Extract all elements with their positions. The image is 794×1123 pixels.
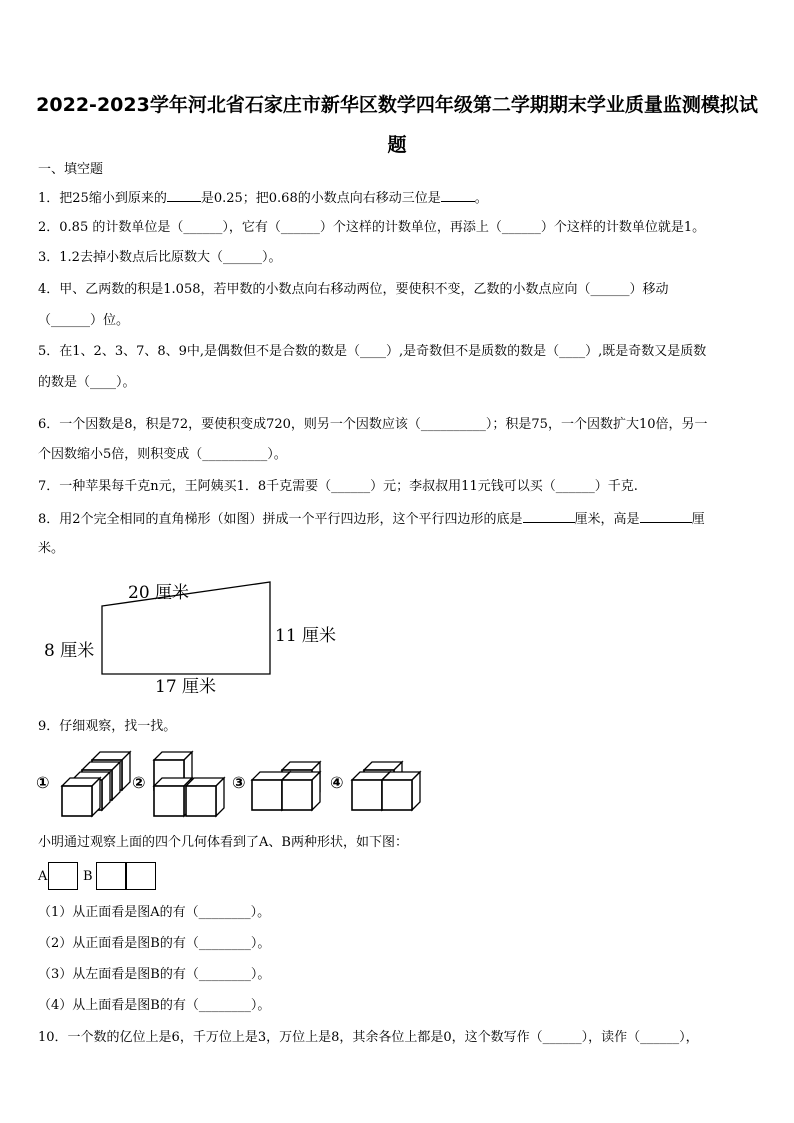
question-2: 2．0.85 的计数单位是（______），它有（______）个这样的计数单位，再添上（______）个这样的计数单位就是1。 <box>38 220 706 235</box>
question-6-line2: 个因数缩小5倍，则积变成（__________）。 <box>38 447 287 462</box>
view-shapes-ab <box>38 862 238 892</box>
question-4-line1: 4．甲、乙两数的积是1.058，若甲数的小数点向右移动两位，要使积不变，乙数的小数点应向（______）移动 <box>38 282 669 297</box>
cube-shape-1 <box>62 752 130 816</box>
question-1 <box>38 189 768 207</box>
view-label-a: A <box>38 869 48 884</box>
question-7: 7．一种苹果每千克n元，王阿姨买1．8千克需要（______）元；李叔叔用11元钱可以买（______）千克. <box>38 479 638 494</box>
question-8-line2: 米。 <box>38 541 65 556</box>
question-4-line2: （______）位。 <box>38 313 130 328</box>
q8-text-a: 8．用2个完全相同的直角梯形（如图）拼成一个平行四边形，这个平行四边形的底是 <box>38 512 523 527</box>
shape-label-2: ② <box>132 773 146 792</box>
cube-shape-4 <box>352 762 420 810</box>
question-9-sub-3: （3）从左面看是图B的有（________）。 <box>38 967 271 982</box>
question-9-line1: 9．仔细观察，找一找。 <box>38 719 177 734</box>
q1-text-b: 是0.25；把0.68的小数点向右移动三位是 <box>200 191 441 206</box>
question-9-sub-1: （1）从正面看是图A的有（________）。 <box>38 905 271 920</box>
cube-shape-2 <box>154 752 224 816</box>
q8-blank-1[interactable] <box>523 510 575 523</box>
trapezoid-right-label: 11 厘米 <box>275 626 337 646</box>
section-heading-fill-blank: 一、填空题 <box>38 162 104 177</box>
view-shape-a-square <box>48 862 78 890</box>
question-6-line1: 6．一个因数是8，积是72，要使积变成720，则另一个因数应该（__________）；积是75，一个因数扩大10倍，另一 <box>38 417 708 432</box>
question-9-sub-2: （2）从正面看是图B的有（________）。 <box>38 936 271 951</box>
question-3: 3．1.2去掉小数点后比原数大（______）。 <box>38 250 282 265</box>
trapezoid-bottom-label: 17 厘米 <box>155 677 217 697</box>
view-shape-b-square-1 <box>96 862 126 890</box>
question-10: 10．一个数的亿位上是6，千万位上是3，万位上是8，其余各位上都是0，这个数写作（______），读作（______）， <box>38 1030 699 1045</box>
q1-blank-2[interactable] <box>441 189 475 202</box>
question-5-line2: 的数是（____）。 <box>38 375 136 390</box>
question-9-sub-4: （4）从上面看是图B的有（________）。 <box>38 998 271 1013</box>
question-9-line2: 小明通过观察上面的四个几何体看到了A、B两种形状，如下图： <box>38 835 408 850</box>
q1-blank-1[interactable] <box>167 189 201 202</box>
q8-text-c: 厘 <box>691 512 705 527</box>
cube-shapes <box>34 746 454 818</box>
trapezoid-left-label: 8 厘米 <box>44 641 95 661</box>
q1-text-c: 。 <box>474 191 488 206</box>
exam-title-line2: 题 <box>387 134 407 156</box>
question-8-line1 <box>38 510 768 528</box>
shape-label-4: ④ <box>330 773 344 792</box>
q8-text-b: 厘米，高是 <box>574 512 640 527</box>
exam-title-line1: 2022-2023学年河北省石家庄市新华区数学四年级第二学期期末学业质量监测模拟试 <box>36 94 758 116</box>
view-label-b: B <box>83 869 93 884</box>
trapezoid-top-label: 20 厘米 <box>128 583 190 603</box>
view-shape-b-square-2 <box>126 862 156 890</box>
shape-label-1: ① <box>36 773 50 792</box>
shape-label-3: ③ <box>232 773 246 792</box>
q8-blank-2[interactable] <box>640 510 692 523</box>
trapezoid-figure <box>30 570 360 700</box>
question-5-line1: 5．在1、2、3、7、8、9中,是偶数但不是合数的数是（____）,是奇数但不是质数的数是（____）,既是奇数又是质数 <box>38 344 707 359</box>
cube-shape-3 <box>252 762 320 810</box>
q1-text-a: 1．把25缩小到原来的 <box>38 191 167 206</box>
